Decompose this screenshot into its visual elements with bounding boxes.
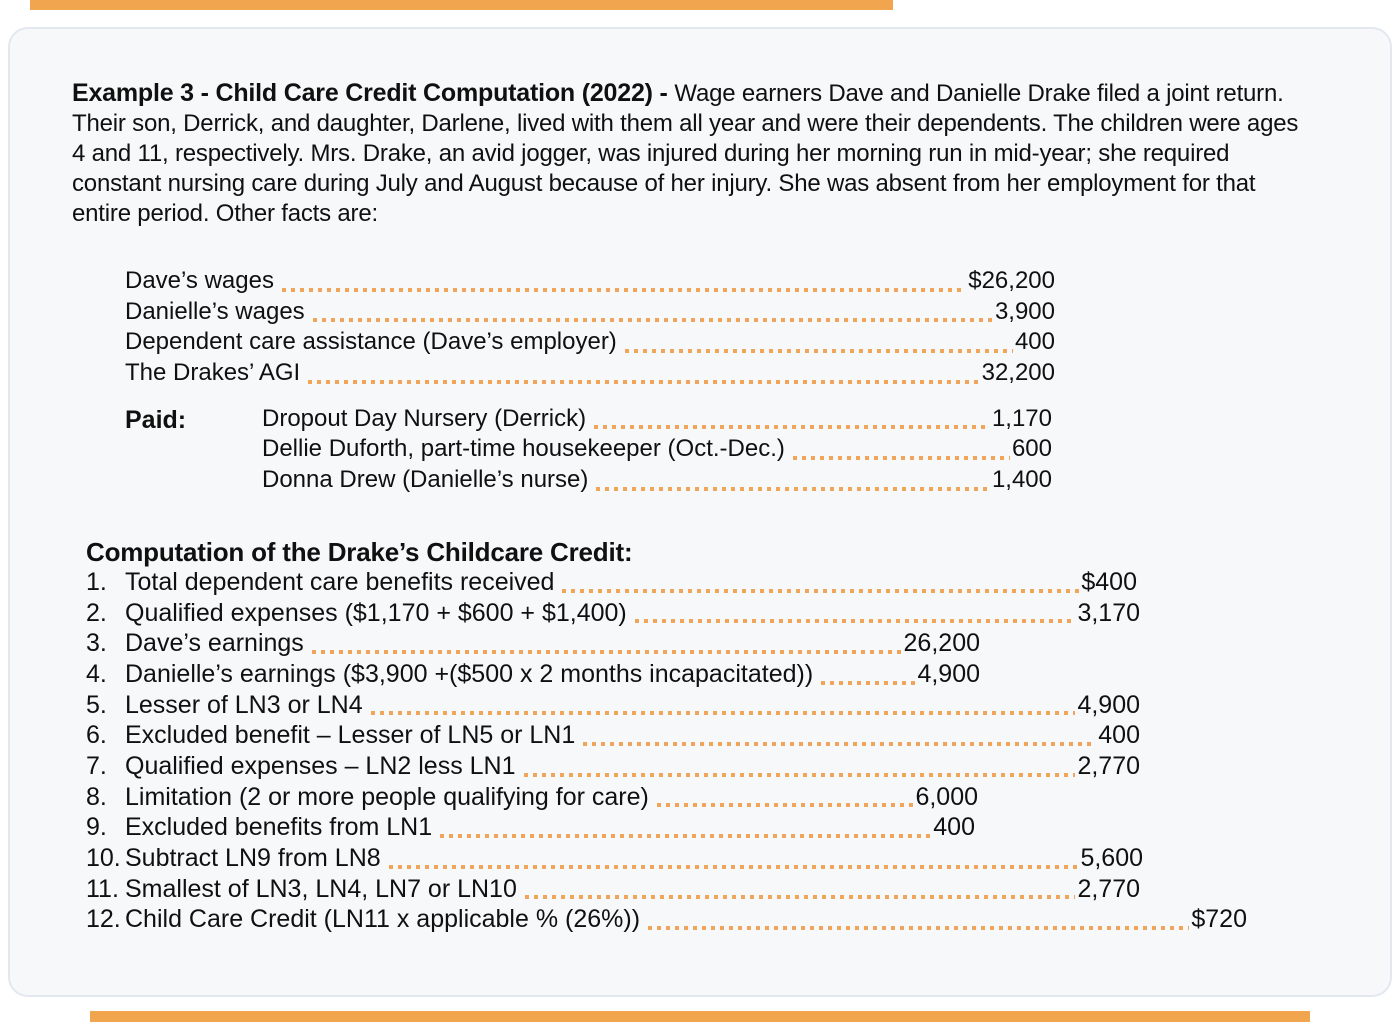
row-label: Excluded benefits from LN1: [125, 813, 433, 842]
dotted-leader: [524, 773, 1076, 777]
computation-row: [86, 629, 980, 660]
fact-amount: 3,900: [994, 297, 1055, 325]
dotted-leader: [635, 619, 1076, 623]
computation-heading: Computation of the Drake’s Childcare Credit:: [86, 536, 633, 567]
computation-row: [86, 660, 980, 691]
row-label: Child Care Credit (LN11 x applicable % (26%)): [125, 905, 641, 934]
row-amount: 400: [933, 813, 975, 842]
row-label: Danielle’s earnings ($3,900 +($500 x 2 months incapacitated)): [125, 659, 814, 688]
facts-list: [125, 267, 1390, 390]
row-amount: 2,770: [1077, 874, 1140, 903]
fact-row: [125, 359, 1055, 390]
paid-row: [262, 466, 1052, 497]
computation-row: [86, 875, 1140, 906]
dotted-leader: [371, 711, 1076, 715]
row-label: Total dependent care benefits received: [125, 567, 555, 596]
computation-row: [86, 721, 1140, 752]
row-number: 4.: [86, 659, 107, 688]
row-number: 7.: [86, 751, 107, 780]
row-number: 11.: [86, 874, 119, 903]
row-amount: 26,200: [903, 629, 980, 658]
computation-row: [86, 905, 1247, 936]
paid-item-label: Donna Drew (Danielle’s nurse): [262, 466, 589, 494]
row-number: 3.: [86, 629, 107, 658]
row-label: Dave’s earnings: [125, 629, 304, 658]
dotted-leader: [282, 288, 966, 292]
computation-row: [86, 813, 975, 844]
row-label: Qualified expenses ($1,170 + $600 + $1,400): [125, 598, 627, 627]
row-label: Qualified expenses – LN2 less LN1: [125, 751, 516, 780]
paid-label: Paid:: [125, 405, 187, 434]
row-amount: 4,900: [917, 659, 980, 688]
paid-item-amount: 1,400: [991, 466, 1052, 494]
row-label: Smallest of LN3, LN4, LN7 or LN10: [125, 874, 517, 903]
fact-amount: $26,200: [968, 267, 1055, 294]
fact-row: [125, 328, 1055, 359]
dotted-leader: [312, 650, 902, 654]
paid-row: [262, 435, 1052, 466]
example-card: [8, 27, 1392, 997]
row-number: 2.: [86, 598, 107, 627]
dotted-leader: [313, 318, 993, 322]
row-number: 1.: [86, 567, 107, 596]
fact-label: Dave’s wages: [125, 267, 274, 294]
row-number: 10.: [86, 844, 121, 872]
dotted-leader: [821, 681, 915, 685]
previous-section-divider: [30, 0, 893, 10]
paid-item-amount: 1,170: [991, 404, 1052, 432]
computation-row: [86, 568, 1137, 599]
dotted-leader: [596, 487, 990, 491]
computation-row: [86, 783, 978, 814]
paid-list: [262, 405, 1052, 497]
row-number: 6.: [86, 721, 107, 750]
row-label: Subtract LN9 from LN8: [125, 844, 381, 872]
paid-row: [262, 405, 1052, 436]
computation-row: [86, 752, 1140, 783]
row-label: Limitation (2 or more people qualifying for care): [125, 782, 649, 811]
fact-label: The Drakes’ AGI: [125, 359, 301, 387]
row-label: Excluded benefit – Lesser of LN5 or LN1: [125, 721, 576, 750]
intro-paragraph: [72, 78, 1300, 229]
fact-label: Danielle’s wages: [125, 297, 305, 325]
row-amount: $400: [1081, 567, 1137, 596]
next-section-divider: [90, 1011, 1310, 1022]
dotted-leader: [308, 380, 979, 384]
row-amount: 5,600: [1080, 844, 1143, 872]
dotted-leader: [793, 456, 1010, 460]
row-number: 12.: [86, 905, 121, 934]
dotted-leader: [583, 742, 1096, 746]
computation-section: [86, 537, 1390, 936]
row-amount: 400: [1098, 721, 1140, 750]
computation-row: [86, 599, 1140, 630]
row-number: 8.: [86, 782, 107, 811]
row-label: Lesser of LN3 or LN4: [125, 690, 363, 719]
computation-row: [86, 691, 1140, 722]
paid-item-label: Dellie Duforth, part-time housekeeper (Oct.-Dec.): [262, 435, 785, 463]
paid-item-amount: 600: [1011, 435, 1052, 463]
dotted-leader: [562, 589, 1079, 593]
row-amount: 3,170: [1077, 598, 1140, 627]
intro-body: Wage earners Dave and Danielle Drake filed a joint return. Their son, Derrick, and daughter, Darlene, lived with them all year and were their dependents. The children were ages 4 and 11, respectively. Mrs. Drake, an avid jogger, was injured during her morning run in mid-year; she required constant nursing care during July and August because of her injury. She was absent from her employment for that entire period. Other facts are:: [72, 80, 1299, 227]
paid-item-label: Dropout Day Nursery (Derrick): [262, 404, 587, 432]
row-number: 5.: [86, 690, 107, 719]
row-amount: 6,000: [915, 782, 978, 811]
dotted-leader: [440, 834, 931, 838]
row-amount: $720: [1191, 905, 1247, 934]
row-number: 9.: [86, 813, 107, 842]
computation-row: [86, 844, 1143, 875]
intro-heading: Example 3 - Child Care Credit Computation (2022) -: [72, 79, 675, 107]
paid-section: [125, 405, 1390, 497]
row-amount: 2,770: [1077, 751, 1140, 780]
dotted-leader: [657, 803, 914, 807]
dotted-leader: [625, 349, 1013, 353]
fact-amount: 400: [1014, 328, 1055, 356]
fact-amount: 32,200: [981, 359, 1055, 387]
fact-row: [125, 298, 1055, 329]
dotted-leader: [648, 926, 1189, 930]
dotted-leader: [594, 425, 990, 429]
row-amount: 4,900: [1077, 690, 1140, 719]
dotted-leader: [389, 865, 1079, 869]
fact-label: Dependent care assistance (Dave’s employer): [125, 328, 617, 356]
dotted-leader: [525, 895, 1076, 899]
fact-row: [125, 267, 1055, 298]
